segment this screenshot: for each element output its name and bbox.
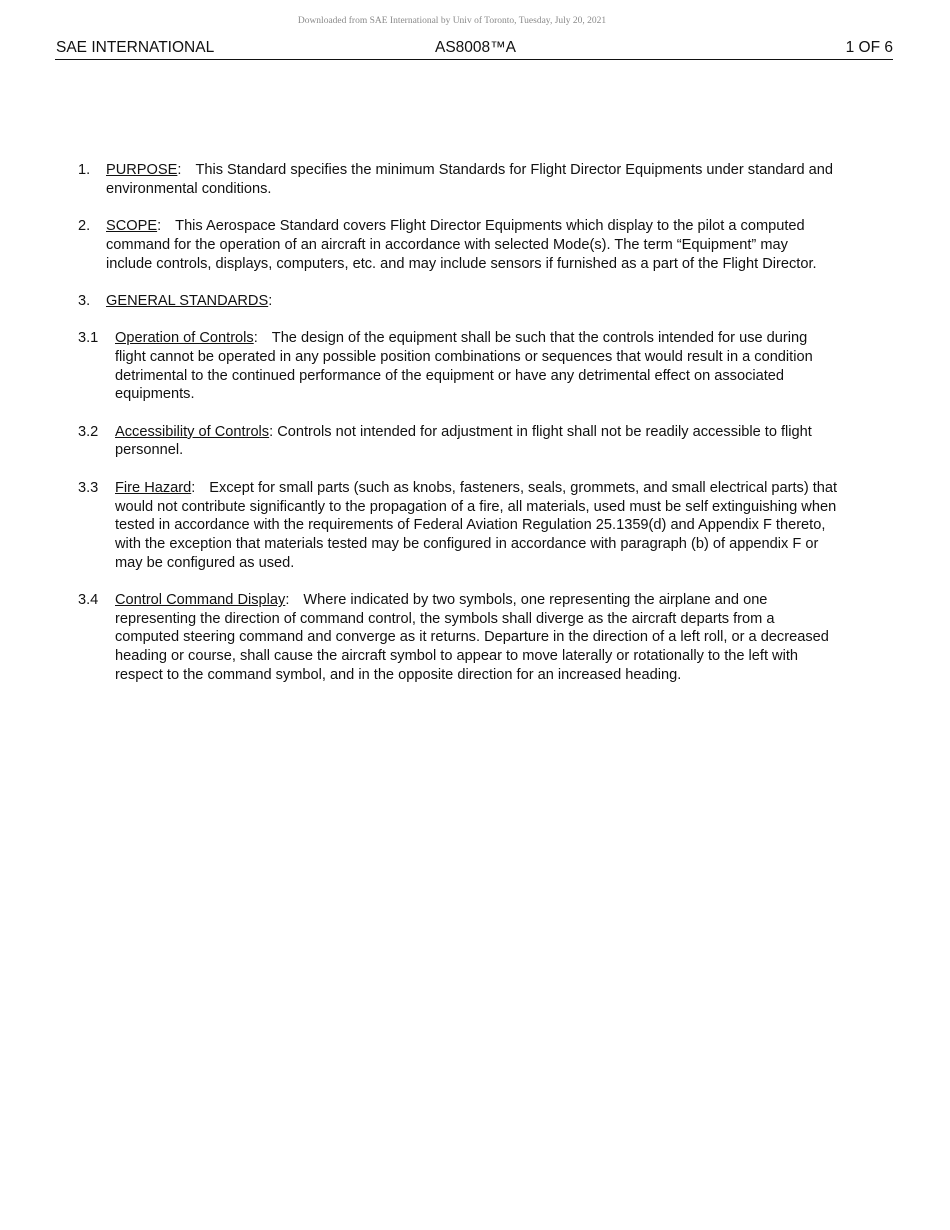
section-number: 3.4 (78, 592, 99, 609)
section-scope (78, 217, 838, 273)
section-heading: Control Command Display (115, 592, 286, 609)
section-heading: Operation of Controls (115, 330, 254, 347)
section-heading: GENERAL STANDARDS (106, 292, 269, 309)
section-heading-separator: : (191, 479, 196, 496)
section-text: Except for small parts (such as knobs, fasteners, seals, grommets, and small electrical parts) that would not contribute significantly to the propagation of a fire, all materials, used must be self extinguishing when tested in accordance with the requirements of Federal Aviation Regulation 25.1359(d) and Appendix F thereto, with the exception that materials tested may be configured in accordance with paragraph (b) of appendix F or may be configured as used. (115, 479, 838, 571)
section-number: 3. (78, 292, 91, 309)
section-text: This Standard specifies the minimum Standards for Flight Director Equipments under standard and environmental conditions. (106, 162, 834, 197)
section-number: 3.1 (78, 330, 99, 347)
section-heading-separator: : (268, 292, 273, 309)
section-control-command-display (78, 591, 838, 685)
section-heading: PURPOSE (106, 162, 178, 178)
section-heading: Fire Hazard (115, 479, 192, 496)
section-heading: SCOPE (106, 218, 158, 235)
section-text: Where indicated by two symbols, one representing the airplane and one representing the direction of command control, the symbols shall diverge as the aircraft departs from a computed steering command and converge as it returns. Departure in the direction of a left roll, or a decreased heading or course, shall cause the aircraft symbol to appear to move laterally or rotationally to the left with respect to the command symbol, and in the opposite direction for an increased heading. (115, 592, 829, 683)
section-fire-hazard (78, 479, 838, 573)
section-heading-separator: : (285, 592, 290, 609)
section-general-standards (78, 292, 838, 311)
section-heading-separator: : (157, 218, 162, 235)
section-number: 1. (78, 162, 91, 178)
header-organization: SAE INTERNATIONAL (56, 39, 215, 56)
section-text: Controls not intended for adjustment in flight shall not be readily accessible to flight personnel. (115, 423, 812, 459)
section-heading-separator: : (177, 162, 182, 178)
header-page-number: 1 OF 6 (845, 39, 893, 56)
header-document-number: AS8008™A (435, 39, 516, 56)
download-watermark: Downloaded from SAE International by Univ of Toronto, Tuesday, July 20, 2021 (297, 16, 607, 26)
page-header (55, 38, 893, 60)
section-accessibility-of-controls (78, 423, 838, 460)
section-heading-separator: : (253, 330, 258, 347)
section-number: 3.3 (78, 479, 99, 496)
section-text: This Aerospace Standard covers Flight Director Equipments which display to the pilot a computed command for the operation of an aircraft in accordance with selected Mode(s). The term “Equipment” may include controls, displays, computers, etc. and may include sensors if furnished as a part of the Flight Director. (106, 218, 817, 272)
section-purpose (78, 161, 838, 198)
section-heading-separator: : (269, 423, 274, 440)
section-number: 2. (78, 218, 91, 235)
section-operation-of-controls (78, 329, 838, 404)
section-number: 3.2 (78, 423, 99, 440)
section-text: The design of the equipment shall be such that the controls intended for use during flight cannot be operated in any possible position combinations or sequences that would result in a condition detrimental to the continued performance of the equipment or have any detrimental effect on associated equipments. (115, 330, 813, 403)
document-body (78, 161, 838, 703)
section-heading: Accessibility of Controls (115, 423, 270, 440)
